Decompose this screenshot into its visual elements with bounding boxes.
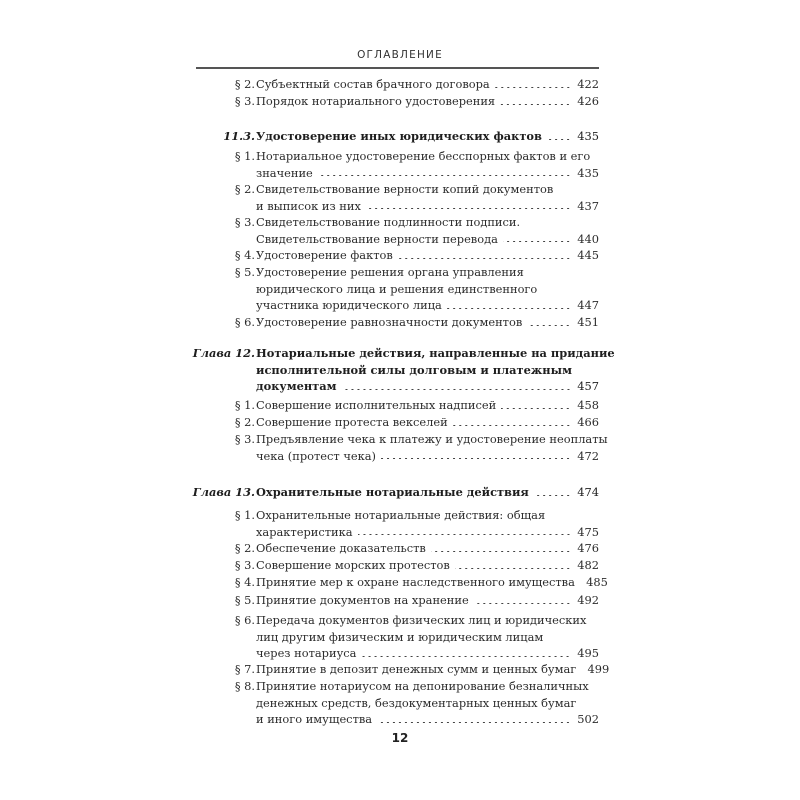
toc-section-entry xyxy=(180,397,599,414)
entry-title-line: юридического лица и решения единственного xyxy=(256,281,538,296)
toc-section-entry xyxy=(180,507,599,540)
entry-label: § 4. xyxy=(234,248,255,262)
entry-page-number: 495 xyxy=(577,646,599,661)
entry-title-line: Удостоверение решения органа управления xyxy=(256,265,524,279)
entry-label: § 3. xyxy=(234,558,255,572)
entry-page-number: 426 xyxy=(577,94,599,108)
toc-chapter-entry xyxy=(180,128,599,145)
dot-leader xyxy=(447,308,571,309)
entry-title-line: Предъявление чека к платежу и удостоверение неоплаты xyxy=(256,432,608,446)
toc-section-entry xyxy=(180,661,610,678)
header-rule xyxy=(196,67,599,69)
entry-page-number: 447 xyxy=(577,298,599,313)
entry-title-line: Свидетельствование подлинности подписи. xyxy=(256,215,521,229)
entry-title-line: Совершение протеста векселей xyxy=(256,415,448,429)
entry-page-number: 458 xyxy=(577,398,599,412)
dot-leader xyxy=(398,258,571,259)
entry-label: § 1. xyxy=(234,398,255,412)
entry-page-number: 502 xyxy=(577,712,599,727)
entry-label: § 2. xyxy=(234,77,255,91)
entry-label: Глава 13. xyxy=(192,485,255,499)
entry-page-number: 466 xyxy=(577,415,599,429)
entry-title-line: Принятие документов на хранение xyxy=(256,593,469,607)
dot-leader xyxy=(527,325,571,326)
entry-page-number: 476 xyxy=(577,541,599,555)
page-number: 12 xyxy=(391,731,409,745)
entry-title-line: Нотариальное удостоверение бесспорных фактов и его xyxy=(256,149,591,163)
dot-leader xyxy=(453,425,571,426)
entry-title-line: значение xyxy=(256,165,313,180)
entry-page-number: 474 xyxy=(577,485,599,499)
dot-leader xyxy=(534,495,571,496)
entry-title-line: Свидетельствование верности копий документов xyxy=(256,182,554,196)
entry-title-line: и иного имущества xyxy=(256,712,373,727)
toc-section-entry xyxy=(180,678,599,728)
toc-section-entry xyxy=(180,247,599,264)
entry-page-number: 422 xyxy=(577,77,599,91)
toc-section-entry xyxy=(180,148,599,181)
entry-page-number: 457 xyxy=(577,379,599,394)
toc-section-entry xyxy=(180,612,599,662)
entry-title-line: Принятие в депозит денежных сумм и ценных бумаг xyxy=(256,662,577,676)
toc-section-entry xyxy=(180,76,599,93)
entry-title-line: через нотариуса xyxy=(256,646,357,661)
running-header: ОГЛАВЛЕНИЕ xyxy=(357,49,443,61)
entry-label: § 5. xyxy=(234,593,255,607)
dot-leader xyxy=(381,458,571,459)
entry-label: § 4. xyxy=(234,575,255,589)
entry-page-number: 499 xyxy=(587,662,610,676)
entry-label: § 1. xyxy=(234,508,255,522)
dot-leader xyxy=(495,87,571,88)
entry-title-line: Удостоверение фактов xyxy=(256,248,393,262)
dot-leader xyxy=(366,208,571,209)
toc-section-entry xyxy=(180,540,599,557)
entry-title-line: Порядок нотариального удостоверения xyxy=(256,94,496,108)
toc-section-entry xyxy=(180,181,599,214)
entry-page-number: 435 xyxy=(577,165,599,180)
entry-label: § 1. xyxy=(234,149,255,163)
toc-chapter-entry xyxy=(180,484,599,501)
entry-title-line: исполнительной силы долговым и платежным xyxy=(256,362,572,377)
dot-leader xyxy=(501,408,571,409)
toc-section-entry xyxy=(180,592,599,609)
toc-section-entry xyxy=(180,314,599,331)
entry-title-line: Удостоверение иных юридических фактов xyxy=(256,129,542,143)
toc-section-entry xyxy=(180,93,599,110)
entry-title-line: Свидетельствование верности перевода xyxy=(256,231,498,246)
entry-label: § 8. xyxy=(234,679,255,693)
entry-title-line: Совершение морских протестов xyxy=(256,558,450,572)
entry-title-line: Принятие мер к охране наследственного имущества xyxy=(256,575,575,589)
entry-title-line: денежных средств, бездокументарных ценных бумаг xyxy=(256,695,577,710)
entry-label: § 3. xyxy=(234,432,255,446)
dot-leader xyxy=(547,139,571,140)
dot-leader xyxy=(474,603,571,604)
entry-title-line: Удостоверение равнозначности документов xyxy=(256,315,523,329)
entry-label: § 7. xyxy=(234,662,255,676)
dot-leader xyxy=(455,568,571,569)
dot-leader xyxy=(503,241,571,242)
entry-title-line: Принятие нотариусом на депонирование безналичных xyxy=(256,679,589,693)
dot-leader xyxy=(377,722,571,723)
entry-page-number: 492 xyxy=(577,593,599,607)
entry-page-number: 485 xyxy=(586,575,608,589)
entry-page-number: 440 xyxy=(577,231,599,246)
toc-section-entry xyxy=(180,264,599,314)
entry-title-line: Охранительные нотариальные действия xyxy=(256,485,529,499)
entry-title-line: Субъектный состав брачного договора xyxy=(256,77,490,91)
entry-label: § 6. xyxy=(234,613,255,627)
entry-page-number: 475 xyxy=(577,524,599,539)
entry-page-number: 445 xyxy=(577,248,599,262)
entry-title-line: документам xyxy=(256,379,337,394)
entry-title-line: Совершение исполнительных надписей xyxy=(256,398,497,412)
entry-label: § 2. xyxy=(234,541,255,555)
entry-title-line: и выписок из них xyxy=(256,198,361,213)
toc-section-entry xyxy=(180,431,608,464)
dot-leader xyxy=(358,534,571,535)
toc-section-entry xyxy=(180,414,599,431)
entry-page-number: 435 xyxy=(577,129,599,143)
entry-title-line: лиц другим физическим и юридическим лицам xyxy=(256,629,544,644)
entry-label: § 2. xyxy=(234,415,255,429)
dot-leader xyxy=(500,104,571,105)
entry-title-line: участника юридического лица xyxy=(256,298,442,313)
toc-section-entry xyxy=(180,574,608,591)
toc-chapter-entry xyxy=(180,345,615,395)
entry-title-line: Нотариальные действия, направленные на придание xyxy=(256,346,615,360)
entry-page-number: 437 xyxy=(577,198,599,213)
entry-label: Глава 12. xyxy=(192,346,255,360)
entry-label: § 6. xyxy=(234,315,255,329)
entry-label: 11.3. xyxy=(223,129,255,143)
entry-title-line: характеристика xyxy=(256,524,353,539)
entry-page-number: 472 xyxy=(577,448,599,463)
entry-label: § 2. xyxy=(234,182,255,196)
entry-title-line: Обеспечение доказательств xyxy=(256,541,426,555)
entry-title-line: Передача документов физических лиц и юридических xyxy=(256,613,587,627)
dot-leader xyxy=(431,551,571,552)
entry-label: § 5. xyxy=(234,265,255,279)
entry-title-line: Охранительные нотариальные действия: общая xyxy=(256,508,546,522)
dot-leader xyxy=(318,175,571,176)
toc-section-entry xyxy=(180,214,599,247)
entry-page-number: 482 xyxy=(577,558,599,572)
entry-title-line: чека (протест чека) xyxy=(256,448,376,463)
dot-leader xyxy=(361,656,571,657)
entry-label: § 3. xyxy=(234,215,255,229)
entry-label: § 3. xyxy=(234,94,255,108)
dot-leader xyxy=(342,389,571,390)
entry-page-number: 451 xyxy=(577,315,599,329)
toc-section-entry xyxy=(180,557,599,574)
